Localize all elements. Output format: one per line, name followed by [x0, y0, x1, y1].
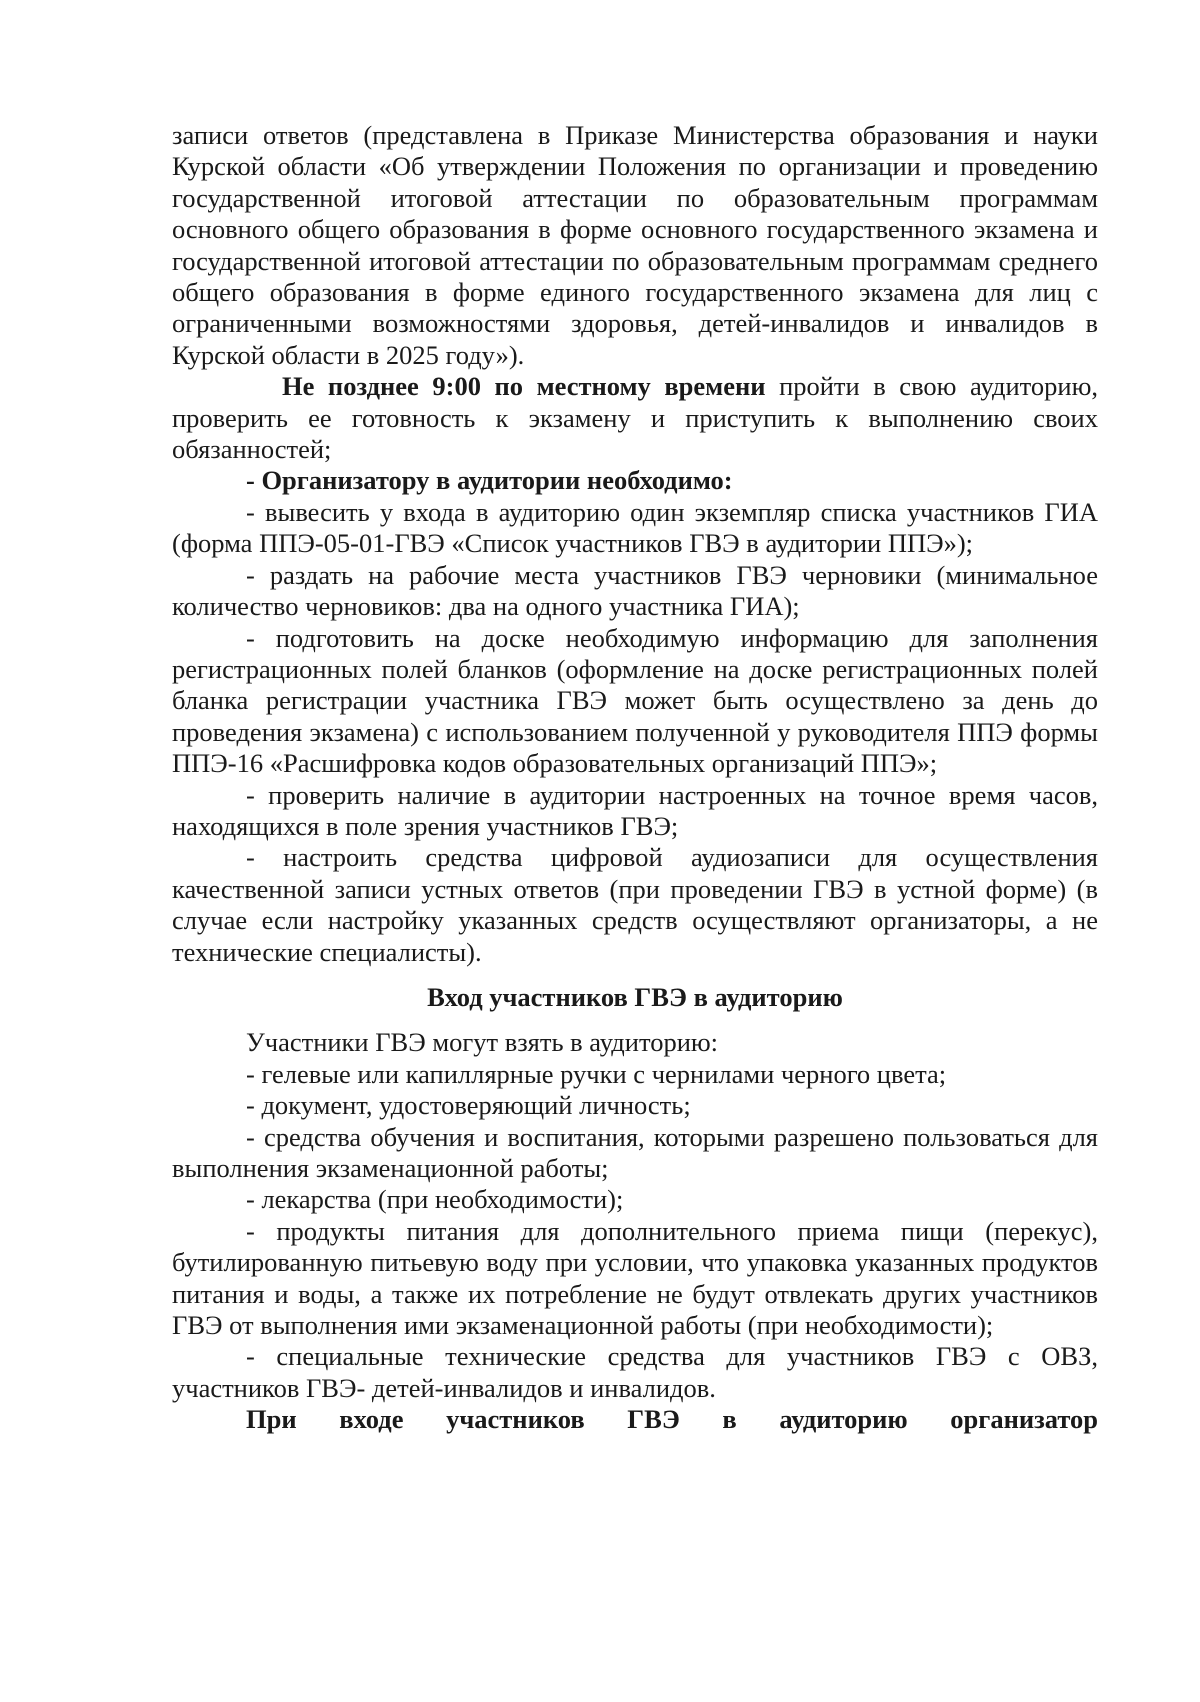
duty-item-list: - вывесить у входа в аудиторию один экземпляр списка участников ГИА (форма ППЭ-05-01-ГВЭ «Список участников ГВЭ в аудитории ППЭ»); [172, 496, 1098, 559]
arrival-time-rest: пройти в свою аудиторию, проверить ее готовность к экзамену и приступить к выполнению своих обязанностей; [172, 371, 1098, 465]
duty-item-clock: - проверить наличие в аудитории настроенных на точное время часов, находящихся в поле зрения участников ГВЭ; [172, 779, 1098, 841]
organizer-duties-heading: - Организатору в аудитории необходимо: [246, 465, 733, 496]
section-title: Вход участников ГВЭ в аудиторию [427, 981, 843, 1012]
arrival-time-bold: Не позднее 9:00 по местному времени [282, 371, 766, 402]
allowed-item-medicine: - лекарства (при необходимости); [246, 1184, 624, 1215]
paragraph-entry: При входе участников ГВЭ в аудиторию организатор [246, 1404, 1098, 1435]
allowed-item-food: - продукты питания для дополнительного приема пищи (перекус), бутилированную питьевую воду при условии, что упаковка указанных продуктов питания и воды, а также их потребление не будут отвлекать других участников ГВЭ от выполнения ими экзаменационной работы (при необходимости); [172, 1215, 1098, 1341]
duty-item-drafts: - раздать на рабочие места участников ГВЭ черновики (минимальное количество черновиков: два на одного участника ГИА); [172, 559, 1098, 622]
allowed-items-intro: Участники ГВЭ могут взять в аудиторию: [246, 1027, 719, 1058]
allowed-item-pens: - гелевые или капиллярные ручки с чернилами черного цвета; [246, 1058, 947, 1089]
allowed-item-learning-aids: - средства обучения и воспитания, которыми разрешено пользоваться для выполнения экзаменационной работы; [172, 1121, 1098, 1183]
allowed-item-special-tech: - специальные технические средства для участников ГВЭ с ОВЗ, участников ГВЭ- детей-инвалидов и инвалидов. [172, 1341, 1098, 1403]
paragraph-regulation: записи ответов (представлена в Приказе Министерства образования и науки Курской области «Об утверждении Положения по организации и проведению государственной итоговой аттестации по образовательным программам основного общего образования в форме основного государственного экзамена и государственной итоговой аттестации по образовательным программам среднего общего образования в форме единого государственного экзамена для лиц с ограниченными возможностями здоровья, детей-инвалидов и инвалидов в Курской области в 2025 году»). [172, 120, 1098, 370]
duty-item-audio: - настроить средства цифровой аудиозаписи для осуществления качественной записи устных ответов (при проведении ГВЭ в устной форме) (в случае если настройку указанных средств осуществляют организаторы, а не технические специалисты). [172, 842, 1098, 967]
document-page [172, 120, 1098, 1436]
allowed-item-id: - документ, удостоверяющий личность; [246, 1090, 691, 1121]
paragraph-arrival-time [172, 371, 1098, 465]
duty-item-board: - подготовить на доске необходимую информацию для заполнения регистрационных полей бланков (оформление на доске регистрационных полей бланка регистрации участника ГВЭ может быть осуществлено за день до проведения экзамена) с использованием полученной у руководителя ППЭ формы ППЭ-16 «Расшифровка кодов образовательных организаций ППЭ»; [172, 622, 1098, 779]
